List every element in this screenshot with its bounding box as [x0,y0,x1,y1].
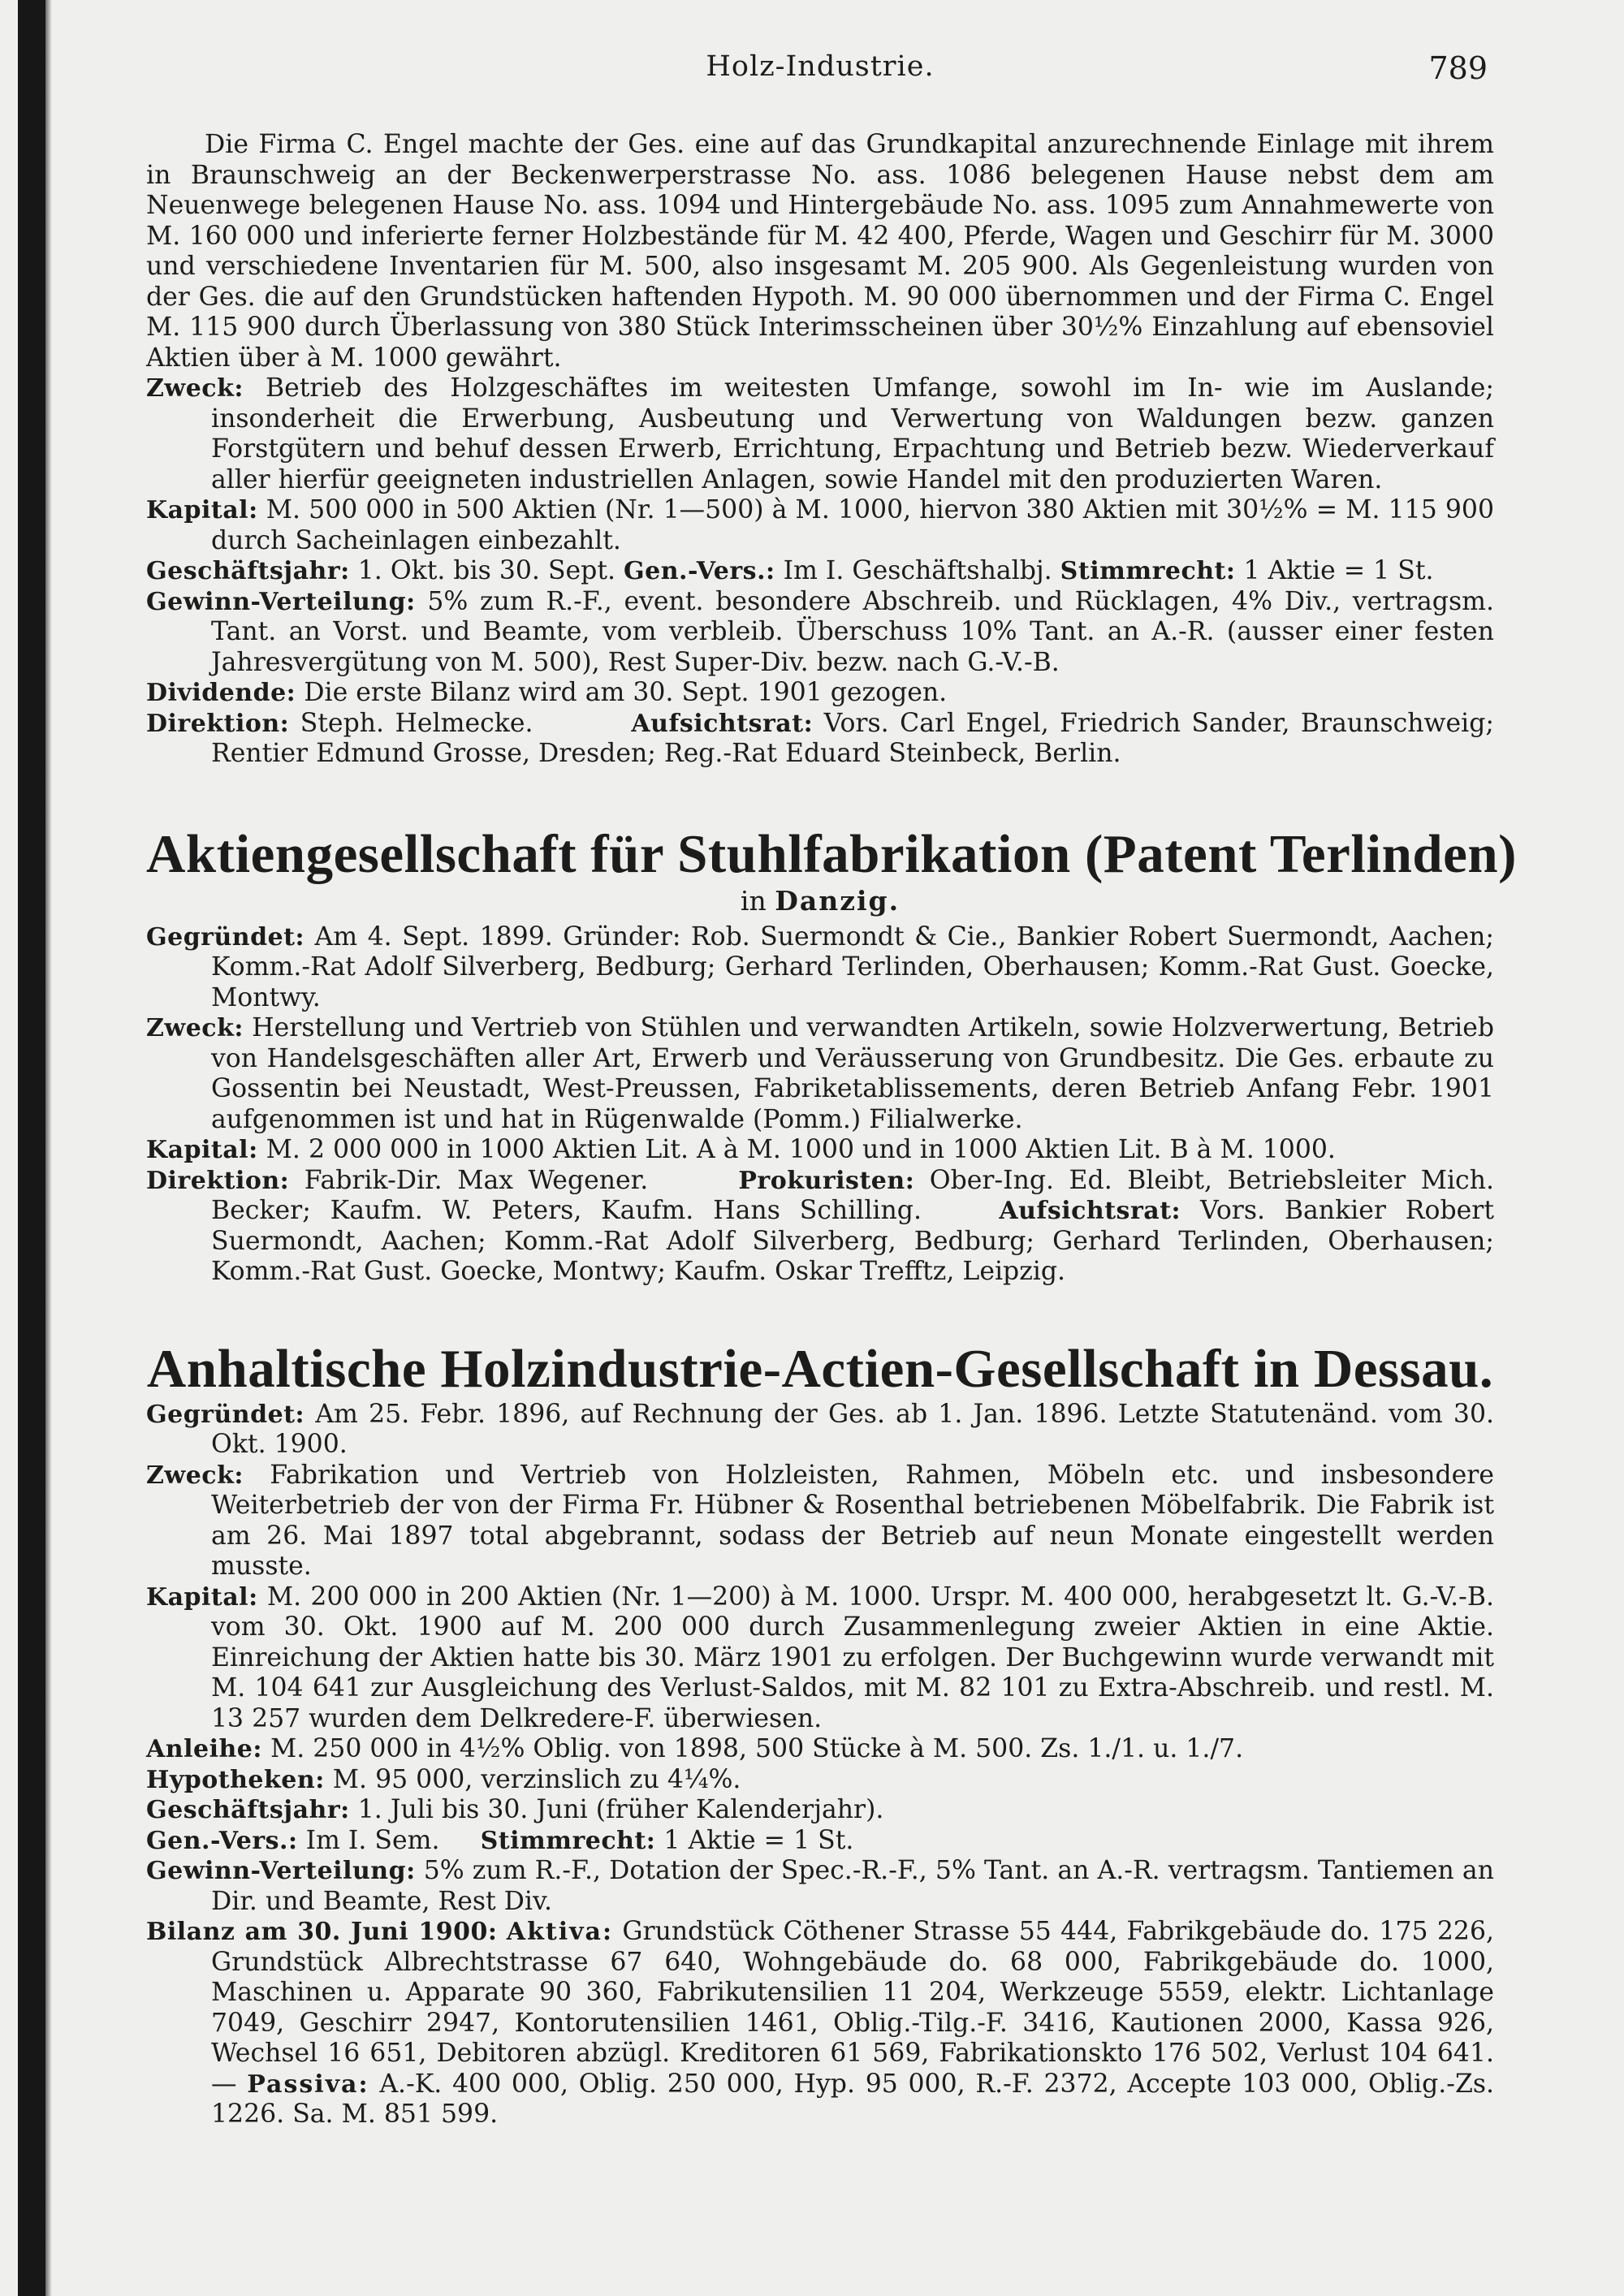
direktion-label: Direktion: [146,709,290,738]
section2-direktion [146,1166,1494,1288]
geschaeftsjahr-text: 1. Juli bis 30. Juni (früher Kalenderjahr). [357,1795,884,1824]
section2-kapital [146,1135,1494,1166]
section3-zweck [146,1461,1494,1582]
stimmrecht-text: 1 Aktie = 1 St. [1243,556,1434,585]
gegruendet-text: Am 25. Febr. 1896, auf Rechnung der Ges. ab 1. Jan. 1896. Letzte Statutenänd. vom 30. Okt. 1900. [211,1399,1495,1459]
section3-geschaeftsjahr [146,1795,1494,1826]
location-prefix: in [740,884,767,917]
kapital-label: Kapital: [146,496,258,524]
stimmrecht-label: Stimmrecht: [1060,557,1236,585]
zweck-label: Zweck: [146,374,244,403]
page-content [146,130,1517,2130]
passiva-label: Passiva: [247,2069,369,2099]
geschaeftsjahr-text: 1. Okt. bis 30. Sept. [357,556,616,585]
gegruendet-label: Gegründet: [146,922,305,952]
geschaeftsjahr-label: Geschäftsjahr: [146,1796,350,1824]
section1-dividende [146,678,1494,709]
geschaeftsjahr-label: Geschäftsjahr: [146,557,350,585]
section3-kapital [146,1582,1494,1735]
company-title-stuhlfabrikation: Aktiengesellschaft für Stuhlfabrikation (Patent Terlinden) [146,823,1517,884]
gewinn-text: 5% zum R.-F., Dotation der Spec.-R.-F., 5% Tant. an A.-R. vertragsm. Tantiemen an Dir. und Beamte, Rest Div. [211,1856,1494,1916]
prokuristen-text: Ober-Ing. Ed. Bleibt, Betriebsleiter Mich. Becker; Kaufm. W. Peters, Kaufm. Hans Schilling. [211,1165,1494,1225]
hypotheken-label: Hypotheken: [146,1765,325,1794]
running-head [146,50,1494,99]
zweck-label: Zweck: [146,1014,244,1042]
aktiva-label: Aktiva: [506,1918,614,1946]
passiva-text: A.-K. 400 000, Oblig. 250 000, Hyp. 95 000, R.-F. 2372, Accepte 103 000, Oblig.-Zs. 1226. Sa. M. 851 599. [211,2069,1495,2129]
zweck-text: Fabrikation und Vertrieb von Holzleisten, Rahmen, Möbeln etc. und insbesondere Weiterbetrieb der von der Firma Fr. Hübner & Rosenthal betriebenen Möbelfabrik. Die Fabrik ist am 26. Mai 1897 total abgebrannt, sodass der Betrieb auf neun Monate eingestellt werden musste. [211,1460,1495,1581]
document-page [146,0,1517,2296]
zweck-text: Herstellung und Vertrieb von Stühlen und verwandten Artikeln, sowie Holzverwertung, Betrieb von Handelsgeschäften aller Art, Erwerb und Veräusserung von Grundbesitz. Die Ges. erbaute zu Gossentin bei Neustadt, West-Preussen, Fabriketablissements, deren Betrieb Anfang Febr. 1901 aufgenommen ist und hat in Rügenwalde (Pomm.) Filialwerke. [211,1013,1495,1134]
aufsichtsrat-label: Aufsichtsrat: [631,709,814,738]
gewinn-label: Gewinn-Verteilung: [146,1857,416,1885]
genvers-text: Im I. Geschäftshalbj. [783,556,1052,585]
dividende-label: Dividende: [146,679,296,707]
section2-zweck [146,1013,1494,1135]
running-head-title: Holz-Industrie. [706,50,935,83]
aufsichtsrat-label: Aufsichtsrat: [999,1197,1181,1225]
zweck-label: Zweck: [146,1461,244,1490]
section1-kapital [146,495,1494,556]
direktion-text: Fabrik-Dir. Max Wegener. [304,1165,649,1195]
gewinn-text: 5% zum R.-F., event. besondere Abschreib. und Rücklagen, 4% Div., vertragsm. Tant. an Vorst. und Beamte, vom verbleib. Überschuss 10% Tant. an A.-R. (ausser einer festen Jahresvergütung von M. 500), Rest Super-Div. bezw. nach G.-V.-B. [211,586,1495,677]
zweck-text: Betrieb des Holzgeschäftes im weitesten Umfange, sowohl im In- wie im Auslande; insonderheit die Erwerbung, Ausbeutung und Verwertung von Waldungen bezw. ganzen Forstgütern und behuf dessen Erwerb, Errichtung, Erpachtung und Betrieb bezw. Wiederverkauf aller hierfür geeigneten industriellen Anlagen, sowie Handel mit den produzierten Waren. [211,373,1495,494]
kapital-text: M. 200 000 in 200 Aktien (Nr. 1—200) à M. 1000. Urspr. M. 400 000, herabgesetzt lt. G.-V.-B. vom 30. Okt. 1900 auf M. 200 000 durch Zusammenlegung zweier Aktien in eine Aktie. Einreichung der Aktien hatte bis 30. März 1901 zu erfolgen. Der Buchgewinn wurde verwandt mit M. 104 641 zur Ausgleichung des Verlust-Saldos, mit M. 82 101 zu Extra-Abschreib. und restl. M. 13 257 wurden dem Delkredere-F. überwiesen. [211,1582,1494,1733]
hypotheken-text: M. 95 000, verzinslich zu 4¼%. [332,1764,741,1794]
aufsichtsrat-text: Vors. Carl Engel, Friedrich Sander, Braunschweig; Rentier Edmund Grosse, Dresden; Reg.-Rat Eduard Steinbeck, Berlin. [211,708,1495,768]
genvers-label: Gen.-Vers.: [146,1826,298,1855]
direktion-text: Steph. Helmecke. [300,708,533,738]
section1-direktion [146,709,1494,770]
dividende-text: Die erste Bilanz wird am 30. Sept. 1901 gezogen. [304,678,948,707]
section3-genvers [146,1826,1494,1857]
book-spine-shadow [18,0,45,2296]
anleihe-text: M. 250 000 in 4½% Oblig. von 1898, 500 Stücke à M. 500. Zs. 1./1. u. 1./7. [270,1734,1244,1763]
section3-bilanz [146,1917,1494,2130]
page-number: 789 [1428,50,1488,86]
company-location-danzig [146,885,1494,917]
section3-hypotheken [146,1765,1494,1796]
gegruendet-label: Gegründet: [146,1400,305,1429]
book-spine-edge [45,0,52,2296]
gegruendet-text: Am 4. Sept. 1899. Gründer: Rob. Suermondt & Cie., Bankier Robert Suermondt, Aachen; Komm.-Rat Adolf Silverberg, Bedburg; Gerhard Terlinden, Oberhausen; Komm.-Rat Gust. Goecke, Montwy. [211,921,1494,1012]
prokuristen-label: Prokuristen: [738,1166,915,1195]
section1-intro: Die Firma C. Engel machte der Ges. eine auf das Grundkapital anzurechnende Einlage mit ihrem in Braunschweig an der Beckenwerperstrasse No. ass. 1086 belegenen Hause nebst dem am Neuenwege belegenen Hause No. ass. 1094 und Hintergebäude No. ass. 1095 zum Annahmewerte von M. 160 000 und inferierte ferner Holzbestände für M. 42 400, Pferde, Wagen und Geschirr für M. 3000 und verschiedene Inventarien für M. 500, also insgesamt M. 205 900. Als Gegenleistung wurden von der Ges. die auf den Grundstücken haftenden Hypoth. M. 90 000 übernommen und der Firma C. Engel M. 115 900 durch Überlassung von 380 Stück Interimsscheinen über 30½% Einzahlung auf ebensoviel Aktien über à M. 1000 gewährt. [146,130,1494,373]
stimmrecht-label: Stimmrecht: [480,1826,656,1855]
bilanz-label: Bilanz am 30. Juni 1900: [146,1918,498,1946]
section3-gewinn [146,1856,1494,1917]
section3-anleihe [146,1734,1494,1765]
kapital-label: Kapital: [146,1582,258,1612]
gewinn-label: Gewinn-Verteilung: [146,587,416,616]
section1-gewinn [146,587,1494,679]
aktiva-text: Grundstück Cöthener Strasse 55 444, Fabrikgebäude do. 175 226, Grundstück Albrechtstrasse 67 640, Wohngebäude do. 68 000, Fabrikgebäude do. 1000, Maschinen u. Apparate 90 360, Fabrikutensilien 11 204, Werkzeuge 5559, elektr. Lichtanlage 7049, Geschirr 2947, Kontorutensilien 1461, Oblig.-Tilg.-F. 3416, Kautionen 2000, Kassa 926, Wechsel 16 651, Debitoren abzügl. Kreditoren 61 569, Fabrikationskto 176 502, Verlust 104 641. — [211,1917,1494,2099]
kapital-text: M. 2 000 000 in 1000 Aktien Lit. A à M. 1000 und in 1000 Aktien Lit. B à M. 1000. [266,1135,1336,1164]
section3-gegruendet [146,1400,1494,1461]
section1-zweck [146,373,1494,495]
location-city: Danzig. [775,884,901,917]
company-title-anhaltische-holzindustrie: Anhaltische Holzindustrie-Actien-Gesellschaft in Dessau. [146,1338,1494,1399]
aufsichtsrat-text: Vors. Bankier Robert Suermondt, Aachen; Komm.-Rat Adolf Silverberg, Bedburg; Gerhard Terlinden, Oberhausen; Komm.-Rat Gust. Goecke, Montwy; Kaufm. Oskar Trefftz, Leipzig. [211,1196,1494,1286]
genvers-text: Im I. Sem. [305,1825,440,1855]
direktion-label: Direktion: [146,1166,290,1195]
section1-geschaeftsjahr [146,556,1494,587]
stimmrecht-text: 1 Aktie = 1 St. [663,1825,854,1855]
kapital-text: M. 500 000 in 500 Aktien (Nr. 1—500) à M. 1000, hiervon 380 Aktien mit 30½% = M. 115 900 durch Sacheinlagen einbezahlt. [211,495,1494,555]
genvers-label: Gen.-Vers.: [624,557,775,585]
section2-gegruendet [146,922,1494,1014]
kapital-label: Kapital: [146,1136,258,1164]
anleihe-label: Anleihe: [146,1735,262,1763]
